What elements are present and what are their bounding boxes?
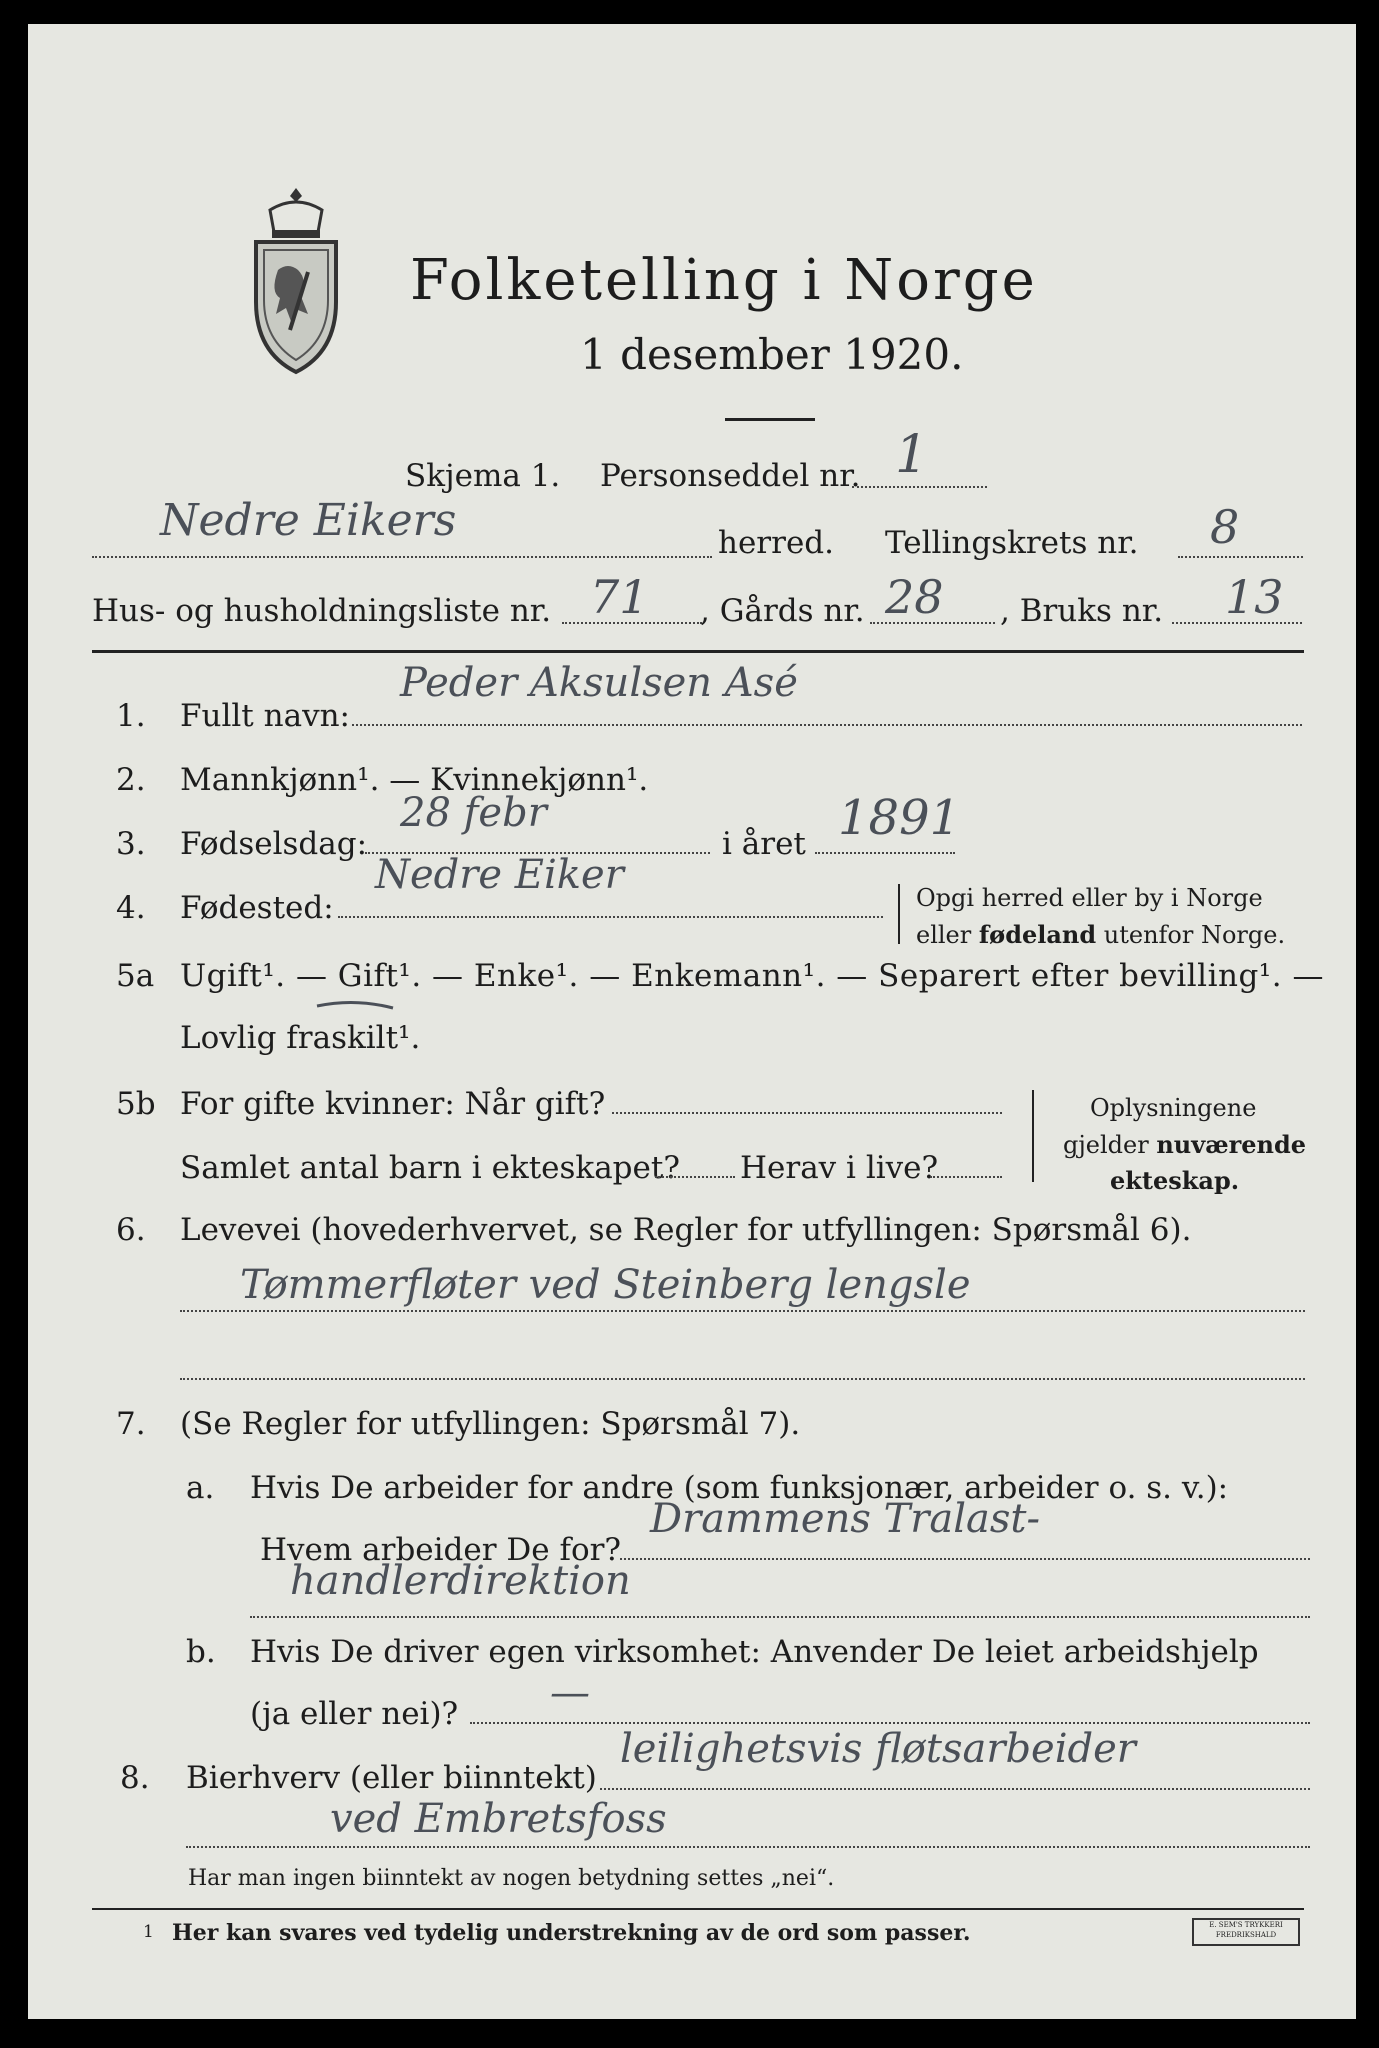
coat-of-arms-icon: [248, 180, 344, 380]
personseddel-label: Personseddel nr.: [600, 458, 861, 494]
tellingskrets-value: 8: [1210, 500, 1240, 554]
q5b-when-line: [612, 1112, 1002, 1114]
q3-number: 3.: [116, 826, 146, 862]
q1-number: 1.: [116, 698, 146, 734]
footnote-text: Her kan svares ved tydelig understrekning av de ord som passer.: [172, 1920, 971, 1946]
hus-label: Hus- og husholdningsliste nr.: [92, 593, 552, 629]
personseddel-line: [852, 486, 987, 488]
q6-number: 6.: [116, 1212, 146, 1248]
q6-line2: [180, 1378, 1305, 1380]
q7-number: 7.: [116, 1406, 146, 1442]
title-divider: [725, 418, 815, 421]
printer-mark: E. SEM'S TRYKKERI FREDRIKSHALD: [1192, 1918, 1300, 1946]
q8-line2: [186, 1846, 1310, 1848]
bruks-label: , Bruks nr.: [1000, 593, 1164, 629]
q7a-letter: a.: [186, 1470, 215, 1506]
q5b-note2: gjelder nuværende: [1063, 1130, 1307, 1159]
q6-value: Tømmerfløter ved Steinberg lengsle: [240, 1262, 971, 1308]
herred-label: herred.: [718, 525, 834, 561]
form-title: Folketelling i Norge: [410, 248, 1038, 313]
q8-line1: [600, 1788, 1310, 1790]
q7a-line2: Hvem arbeider De for?: [260, 1532, 622, 1568]
q4-value: Nedre Eiker: [375, 852, 624, 898]
q5b-line2b: Herav i live?: [740, 1150, 939, 1186]
q4-note-line1: Opgi herred eller by i Norge: [916, 884, 1263, 912]
q2-number: 2.: [116, 762, 146, 798]
personseddel-value: 1: [895, 425, 929, 485]
header-divider: [92, 650, 1304, 653]
footnote-mark: 1: [143, 1922, 154, 1942]
q5b-number: 5b: [116, 1086, 156, 1122]
q1-value: Peder Aksulsen Asé: [400, 660, 798, 706]
q1-line: [352, 724, 1302, 726]
q8-value2: ved Embretsfoss: [330, 1796, 667, 1842]
q7a-line1: Hvis De arbeider for andre (som funksjonær, arbeider o. s. v.):: [250, 1470, 1229, 1506]
q7b-line: [470, 1722, 1310, 1724]
q5a-line2: Lovlig fraskilt¹.: [180, 1020, 421, 1056]
q7a-value2: handlerdirektion: [290, 1558, 631, 1604]
q4-note-line2: eller fødeland utenfor Norge.: [916, 920, 1286, 949]
q7-label: (Se Regler for utfyllingen: Spørsmål 7).: [180, 1406, 801, 1442]
q8-value1: leilighetsvis fløtsarbeider: [620, 1726, 1136, 1772]
q5b-line2a: Samlet antal barn i ekteskapet?: [180, 1150, 680, 1186]
q7b-letter: b.: [186, 1634, 216, 1670]
hus-value: 71: [590, 570, 649, 624]
q7a-value1: Drammens Tralast-: [650, 1496, 1040, 1542]
q1-label: Fullt navn:: [180, 698, 350, 734]
q6-line1: [180, 1310, 1305, 1312]
q2-label: Mannkjønn¹. — Kvinnekjønn¹.: [180, 762, 649, 798]
herred-line: [92, 556, 712, 558]
footer-divider: [92, 1908, 1304, 1910]
q8-note: Har man ingen biinntekt av nogen betydning settes „nei“.: [188, 1866, 835, 1891]
q3-year-value: 1891: [838, 790, 961, 846]
q4-label: Fødested:: [180, 890, 334, 926]
q7b-value: —: [550, 1670, 590, 1716]
tellingskrets-line: [1178, 556, 1303, 558]
q3-label: Fødselsdag:: [180, 826, 368, 862]
bruks-value: 13: [1225, 570, 1284, 624]
q8-label: Bierhverv (eller biinntekt): [186, 1760, 597, 1796]
gift-underline: [315, 998, 395, 1012]
q8-number: 8.: [120, 1760, 150, 1796]
gards-label: , Gårds nr.: [700, 593, 865, 629]
q5b-barn-line: [655, 1176, 735, 1178]
q7a-line2-rule: [250, 1616, 1310, 1618]
q3-year-label: i året: [722, 826, 806, 862]
q3-year-line: [815, 852, 955, 854]
q7b-line2: (ja eller nei)?: [250, 1696, 459, 1732]
q5b-note1: Oplysningene: [1090, 1094, 1257, 1122]
skjema-label: Skjema 1.: [405, 458, 561, 494]
q5b-live-line: [930, 1176, 1002, 1178]
gards-value: 28: [885, 570, 944, 624]
q6-label: Levevei (hovederhvervet, se Regler for utfyllingen: Spørsmål 6).: [180, 1212, 1192, 1248]
tellingskrets-label: Tellingskrets nr.: [885, 525, 1139, 561]
q7b-line1: Hvis De driver egen virksomhet: Anvender De leiet arbeidshjelp: [250, 1634, 1259, 1670]
q4-line: [338, 916, 883, 918]
census-date: 1 desember 1920.: [580, 330, 964, 379]
q5a-number: 5a: [116, 958, 155, 994]
q7a-line: [620, 1558, 1310, 1560]
herred-value: Nedre Eikers: [160, 495, 457, 546]
q3-value: 28 febr: [400, 790, 547, 836]
q5a-line1: Ugift¹. — Gift¹. — Enke¹. — Enkemann¹. — Separert efter bevilling¹. —: [180, 958, 1324, 994]
q4-bracket: [898, 884, 900, 944]
q5b-bracket: [1032, 1090, 1034, 1182]
q5b-line1: For gifte kvinner: Når gift?: [180, 1086, 606, 1122]
q4-number: 4.: [116, 890, 146, 926]
q5b-note3: ekteskap.: [1110, 1166, 1240, 1195]
